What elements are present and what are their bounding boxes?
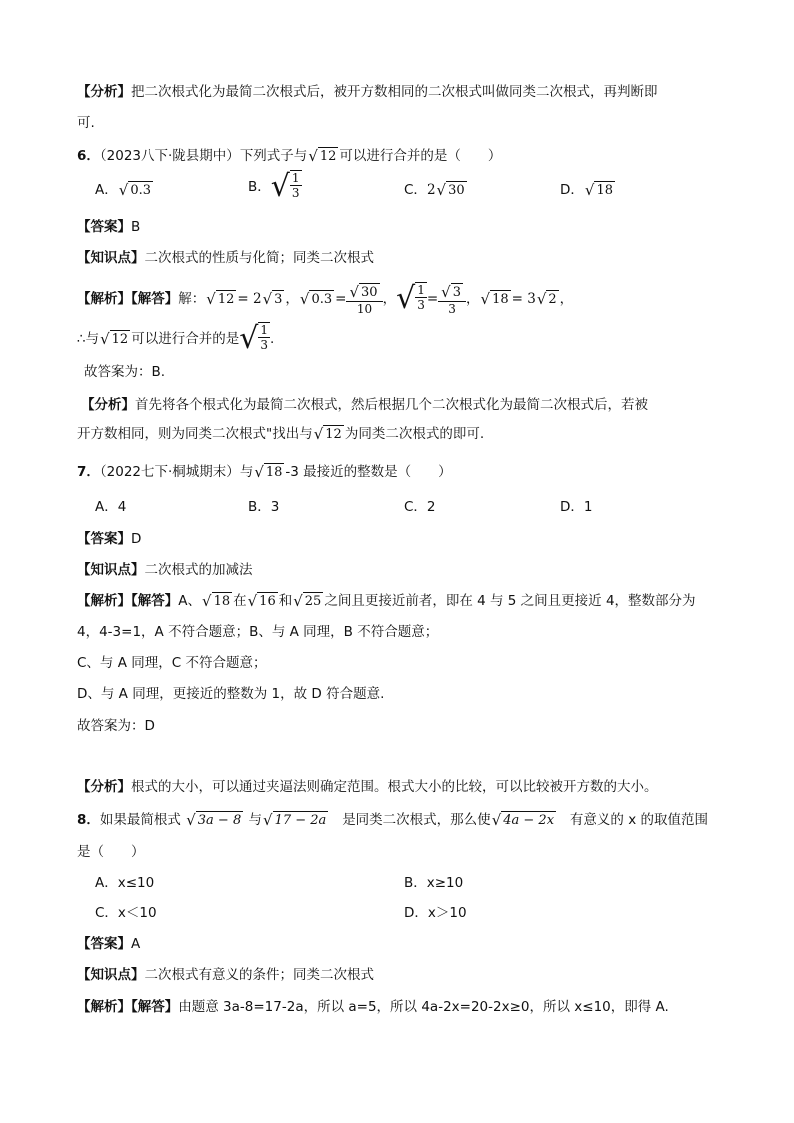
final-answer-line: 故答案为：B.: [84, 364, 166, 380]
option-c[interactable]: C．x＜10: [95, 905, 157, 921]
option-a[interactable]: A．x≤10: [95, 875, 155, 891]
radical: √ 12: [308, 147, 337, 165]
option-c[interactable]: C．2: [404, 499, 436, 515]
question-source: （2023八下·陇县期中）: [99, 148, 240, 164]
solution-tag: 【解析】【解答】: [77, 291, 179, 307]
knowledge-text: 二次根式的性质与化简；同类二次根式: [144, 250, 374, 266]
answer-line: 【答案】A: [77, 936, 141, 952]
solution-line-1: 【解析】【解答】解： √ 12 = 2 √ 3 ， √ 0.3 = √ 30 10 ， √ $\frac{1}{3}$ = √ 3 3 ， √ 18 = 3 √ 2 ，: [77, 281, 574, 316]
analysis-tag: 【分析】: [77, 84, 131, 100]
knowledge-tag: 【知识点】: [77, 250, 145, 266]
answer-line: 【答案】D: [77, 531, 142, 547]
option-c[interactable]: C．2 √ 30: [404, 181, 465, 199]
solution-line-2: 4，4-3=1，A 不符合题意；B、与 A 同理，B 不符合题意；: [77, 624, 439, 640]
option-b[interactable]: B． √ $\frac{1}{3}$: [248, 169, 300, 204]
question-8-stem: 8．如果最简根式 √ 3a − 8 与 √ 17 − 2a 是同类二次根式，那么使 √ 4a − 2x 有意义的 x 的取值范围: [77, 811, 708, 829]
radical: √ 0.3: [118, 181, 151, 199]
radical: √ 18: [584, 181, 614, 199]
option-b[interactable]: B．3: [248, 499, 280, 515]
option-b[interactable]: B．x≥10: [404, 875, 464, 891]
solution-line: 【解析】【解答】由题意 3a-8=17-2a，所以 a=5，所以 4a-2x=20-2x≥0，所以 x≤10，即得 A.: [77, 999, 669, 1015]
knowledge-line: [77, 248, 374, 268]
analysis-line-2: [77, 113, 95, 133]
knowledge-line: 【知识点】二次根式的加减法: [77, 562, 253, 578]
option-a[interactable]: A．4: [95, 499, 127, 515]
option-a[interactable]: A． √ 0.3: [95, 181, 151, 199]
analysis-line: 【分析】首先将各个根式化为最简二次根式，然后根据几个二次根式化为最简二次根式后，若被: [81, 397, 648, 413]
solution-line-2: ∴与 √ 12 可以进行合并的是 √ $\frac{1}{3}$ .: [77, 321, 275, 356]
radical-fraction: √ $\frac{1}{3}$: [270, 169, 300, 204]
analysis-line-cont: 开方数相同，则为同类二次根式"找出与 √ 12 为同类二次根式的即可.: [77, 425, 485, 443]
option-d[interactable]: D． √ 18: [560, 181, 614, 199]
question-8-stem-cont: 是（ ）: [77, 844, 145, 860]
knowledge-line: 【知识点】二次根式有意义的条件；同类二次根式: [77, 967, 374, 983]
solution-line-1: 【解析】【解答】A、 √ 18 在 √ 16 和 √ 25 之间且更接近前者，即在 4 与 5 之间且更接近 4，整数部分为: [77, 592, 696, 610]
question-text: 下列式子与: [239, 148, 308, 164]
analysis-line: 【分析】根式的大小，可以通过夹逼法则确定范围。根式大小的比较，可以比较被开方数的大小。: [77, 779, 658, 795]
answer-line: [77, 217, 140, 237]
question-text: 可以进行合并的是（ ）: [339, 148, 502, 164]
question-7-stem: 7．（2022七下·桐城期末）与 √ 18 -3 最接近的整数是（ ）: [77, 463, 452, 481]
radical: √ 30: [436, 181, 465, 199]
analysis-text-cont: 可.: [77, 115, 95, 131]
solution-line-4: D、与 A 同理，更接近的整数为 1，故 D 符合题意.: [77, 686, 385, 702]
question-number: 6．: [77, 148, 100, 164]
final-answer-line: 故答案为：D: [77, 718, 155, 734]
option-d[interactable]: D．x＞10: [404, 905, 467, 921]
analysis-text: 把二次根式化为最简二次根式后，被开方数相同的二次根式叫做同类二次根式，再判断即: [131, 84, 658, 100]
solution-line-3: C、与 A 同理，C 不符合题意；: [77, 655, 267, 671]
answer-value: B: [131, 219, 141, 235]
analysis-line-1: [77, 82, 658, 102]
question-6-stem: [77, 146, 501, 166]
option-d[interactable]: D．1: [560, 499, 593, 515]
answer-tag: 【答案】: [77, 219, 131, 235]
